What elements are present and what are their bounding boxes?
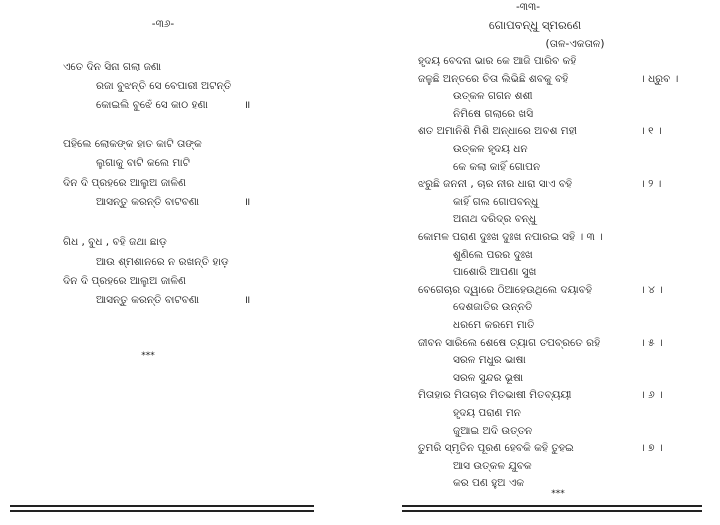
poem-line: ଉତ୍କଳ ଗଗନ ଶଶୀ [453, 90, 533, 102]
poem-line: ଦିନ ଦି ପ୍ରହରେ ଆଲୁଅ ଜାଳିଣ [63, 177, 186, 189]
page-rule [402, 505, 702, 507]
poem-line: ଆସ ଉତ୍କଳ ଯୁବକ [453, 460, 532, 472]
poem-line: କାହିଁ ଗଲ ଗୋପବନ୍ଧୁ [453, 196, 539, 208]
poem-line: ଉତ୍କଳ ହୃଦୟ ଧନ [453, 143, 528, 155]
left-page-number: -୩୬- [151, 18, 175, 30]
verse-number-mark: । ୭ । [640, 442, 663, 454]
verse-number-mark: । ୪ । [640, 284, 663, 296]
poem-line: ନିମିଷେ ଗଲାରେ ଖସି [453, 108, 534, 120]
verse-end-mark: ॥ [244, 196, 251, 208]
poem-line: ସରଳ ମଧୁର ଭାଷା [453, 354, 526, 366]
poem-line: ଦିନ ଦି ପ୍ରହରେ ଆଲୁଅ ଜାଳିଣ [63, 275, 186, 287]
poem-line: ଧରମେ କରମେ ମାତି [453, 319, 535, 331]
verse-number-mark: । ୧ । [640, 125, 662, 137]
poem-line: ବେଗେଚାର ଦ୍ୱାରେ ଠିଆହେଉଥିଲେ ଦୟାବହି [418, 284, 592, 296]
section-stars: *** [551, 489, 565, 499]
poem-line: ମିତାହାର ମିତାଚାର ମିତଭାଷୀ ମିତବ୍ୟୟୀ [418, 389, 572, 401]
verse-number-mark: । ୫ । [640, 337, 663, 349]
poem-line: ଦେଶଜାତିର ଉନ୍ନତି [453, 301, 533, 313]
poem-line: ରଜା ବୁଝନ୍ତି ସେ ବେପାରୀ ଅଟନ୍ତି [96, 80, 232, 92]
poem-line: ତୁମରି ସ୍ମୃତିନ ପୂରଣ ହେବକି କହି ତୁହଇ [418, 442, 574, 454]
poem-line: କୋଇଲି ବୁଝେଁ ସେ କାଠ ହଣା [96, 99, 208, 111]
poem-line: ପହିଲେ ଲୋକଙ୍କ ହାତ କାଟି ତାଙ୍କ [63, 138, 202, 150]
poem-line: ପାଶୋରି ଆପଣା ସୁଖ [453, 266, 537, 278]
poem-line: ଲୁଗାକୁ ବାଟି କଲେ ମାଟି [96, 157, 190, 169]
tala-label: (ତାଳ-ଏକତାଳ) [545, 38, 605, 50]
poem-line: ସରଳ ସୁନ୍ଦର ଭୂଷା [453, 372, 524, 384]
verse-end-mark: ॥ [244, 99, 251, 111]
page-rule [10, 510, 314, 512]
poem-line: ଆସନ୍ତୁ କରନ୍ତି ବାଟବଣା [96, 294, 200, 306]
section-stars: *** [141, 351, 155, 361]
poem-line: ଝରୁଛି ଜନନୀ , ଚାର ନୀର ଧାରା ସାଏ ବହି [418, 178, 573, 190]
verse-number-mark: । ୬ । [640, 389, 663, 401]
poem-line: ଜୀବନ ସାରିଲେ ଶେଷେ ତ୍ୟାଗ ତପବ୍ରତେ ରହି [418, 337, 601, 349]
poem-line: ହୃଦୟ ପରାଣ ମନ [453, 407, 521, 419]
poem-title: ଗୋପବନ୍ଧୁ ସ୍ମରଣେ [488, 18, 582, 32]
poem-line: ଜୁଆଇ ଅଦି ଉତ୍ତନ [453, 425, 533, 437]
poem-line: ଶୁଣିଲେ ପରର ଦୁଃଖ [453, 249, 533, 261]
verse-end-mark: ॥ [244, 294, 251, 306]
right-page-number: -୩୩- [515, 1, 541, 13]
page-rule [402, 510, 702, 512]
poem-line: କୋମଳ ପରାଣ ଦୁଃଖ ଦୁଃଖ ନପାରଇ ସହି । ୩ । [418, 231, 603, 243]
poem-line: ଶତ ଅମାନିଶି ମିଶି ଅନ୍ଧାରେ ଅବଶ ମହୀ [418, 125, 577, 137]
verse-number-mark: । ୨ । [640, 178, 662, 190]
poem-line: ଏତେ ଦିନ ସିନା ଗଲା ଜଣା [63, 61, 162, 73]
poem-line: ଆଉ ଶ୍ମଶାନରେ ନ ରଖନ୍ତି ହାଡ଼ [96, 256, 229, 268]
verse-number-mark: । ଧ୍ରୁବ । [640, 73, 679, 85]
poem-line: ହୃଦୟ ବେଦନା ଭାର କେ ଆଜି ପାରିବ କହି [418, 55, 577, 67]
page-rule [10, 505, 314, 507]
poem-line: ଅନାଥ ଦରିଦ୍ର ବନ୍ଧୁ [453, 213, 537, 225]
poem-line: କର ପଣ ହୁଅ ଏକ [453, 477, 525, 489]
poem-line: କେ କଲା କାହିଁ ଗୋପନ [453, 161, 541, 173]
poem-line: ଗିଧ , ବୁଧ , ବହି ଜଥା ଛାଡ଼ [63, 236, 167, 248]
poem-line: ଆସନ୍ତୁ କରନ୍ତି ବାଟବଣା [96, 196, 200, 208]
poem-line: ଜଳୁଛି ଅନ୍ତରେ ଚିତା ଲିଭିଛି ଶବକୁ ବହି [418, 73, 569, 85]
